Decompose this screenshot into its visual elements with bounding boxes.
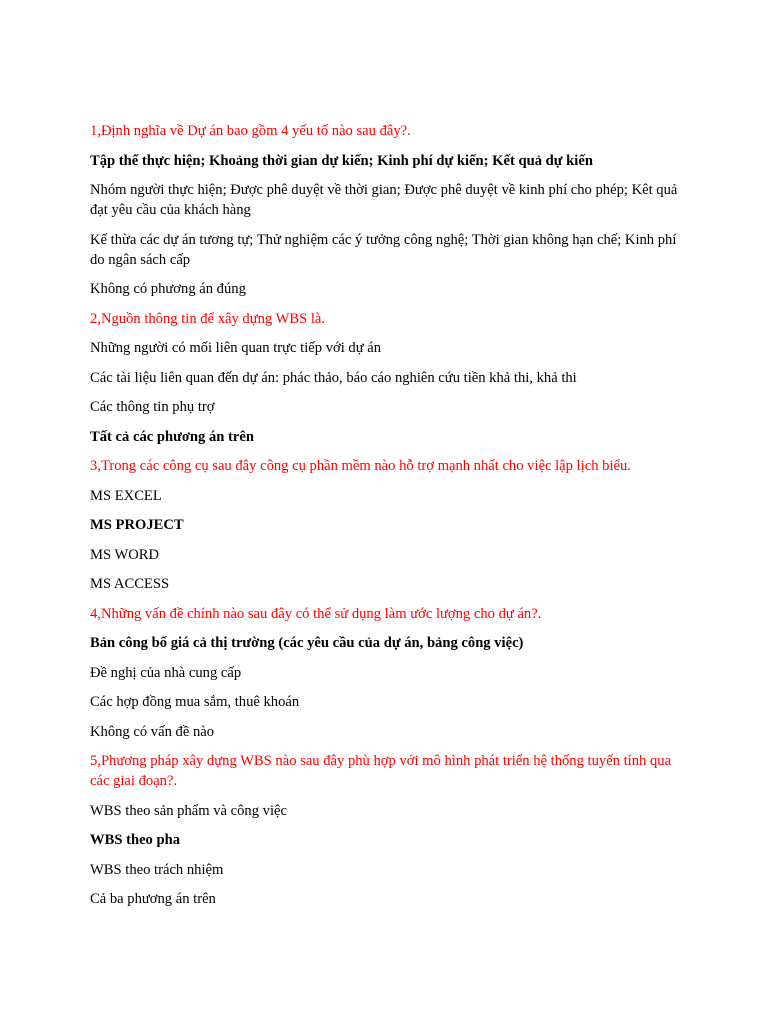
question-2: 2,Nguồn thông tin để xây dựng WBS là. <box>90 310 326 327</box>
correct-answer: MS PROJECT <box>90 517 184 533</box>
answer-option: WBS theo sản phẩm và công việc <box>90 802 287 819</box>
answer-option: WBS theo trách nhiệm <box>90 861 224 878</box>
question-4: 4,Những vấn đề chính nào sau đây có thể sử dụng làm ước lượng cho dự án?. <box>90 605 542 622</box>
answer-option: Không có phương án đúng <box>90 281 246 297</box>
answer-option: Kế thừa các dự án tương tự; Thử nghiệm các ý tưởng công nghệ; Thời gian không hạn chế; Kinh phí do ngân sách cấp <box>90 231 677 268</box>
answer-option: Nhóm người thực hiện; Được phê duyệt về thời gian; Được phê duyệt về kinh phí cho phép; Kêt quả đạt yêu cầu của khách hàng <box>90 182 678 218</box>
answer-option: Đề nghị của nhà cung cấp <box>90 664 242 681</box>
question-5: 5,Phương pháp xây dựng WBS nào sau đây phù hợp với mô hình phát triển hệ thống tuyến tính qua các giai đoạn?. <box>90 753 672 789</box>
answer-option: Các tài liệu liên quan đến dự án: phác thảo, báo cáo nghiên cứu tiền khả thi, khả thi <box>90 369 577 386</box>
answer-option: MS WORD <box>90 546 160 563</box>
answer-option: Các hợp đồng mua sắm, thuê khoán <box>90 694 300 710</box>
quiz-content <box>90 121 680 919</box>
correct-answer: WBS theo pha <box>90 832 181 848</box>
question-3: 3,Trong các công cụ sau đây công cụ phần mềm nào hỗ trợ mạnh nhất cho việc lập lịch biểu. <box>90 458 631 474</box>
question-1: 1,Định nghĩa về Dự án bao gồm 4 yếu tố nào sau đây?. <box>90 123 411 139</box>
answer-option: Các thông tin phụ trợ <box>90 399 215 415</box>
correct-answer: Tất cả các phương án trên <box>90 428 254 445</box>
answer-option: Những người có mối liên quan trực tiếp với dự án <box>90 340 382 356</box>
answer-option: Cả ba phương án trên <box>90 891 216 907</box>
answer-option: MS EXCEL <box>90 487 162 504</box>
correct-answer: Bản công bố giá cả thị trường (các yêu cầu của dự án, bảng công việc) <box>90 635 524 651</box>
answer-option: MS ACCESS <box>90 576 170 592</box>
correct-answer: Tập thể thực hiện; Khoảng thời gian dự kiến; Kinh phí dự kiến; Kết quả dự kiến <box>90 152 593 169</box>
answer-option: Không có vấn đề nào <box>90 723 215 740</box>
